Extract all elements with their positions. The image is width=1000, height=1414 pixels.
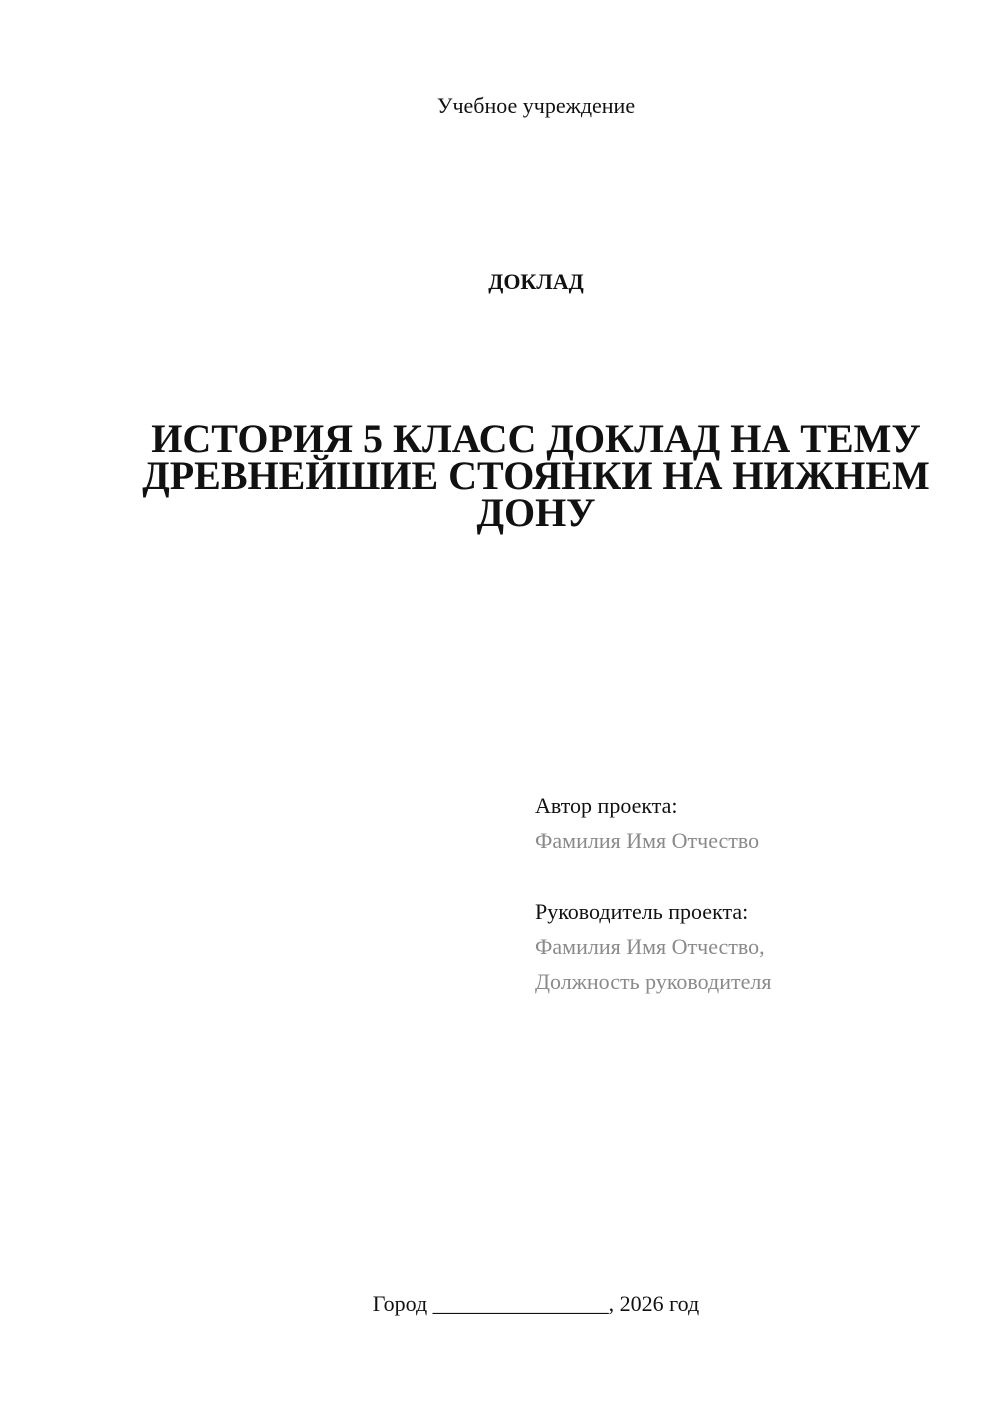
document-type: ДОКЛАД — [488, 269, 584, 294]
credits-block — [535, 788, 975, 999]
author-label: Автор проекта: — [535, 793, 678, 818]
supervisor-position: Должность руководителя — [535, 969, 772, 994]
institution-name: Учебное учреждение — [436, 93, 636, 118]
credits-spacer — [535, 858, 975, 894]
supervisor-name: Фамилия Имя Отчество, — [535, 934, 765, 959]
author-name: Фамилия Имя Отчество — [535, 828, 760, 853]
supervisor-label: Руководитель проекта: — [535, 899, 749, 924]
report-title: ИСТОРИЯ 5 КЛАСС ДОКЛАД НА ТЕМУ ДРЕВНЕЙШИЕ СТОЯНКИ НА НИЖНЕМ ДОНУ — [142, 416, 930, 535]
city-year-line: Город ________________, 2026 год — [372, 1291, 700, 1316]
